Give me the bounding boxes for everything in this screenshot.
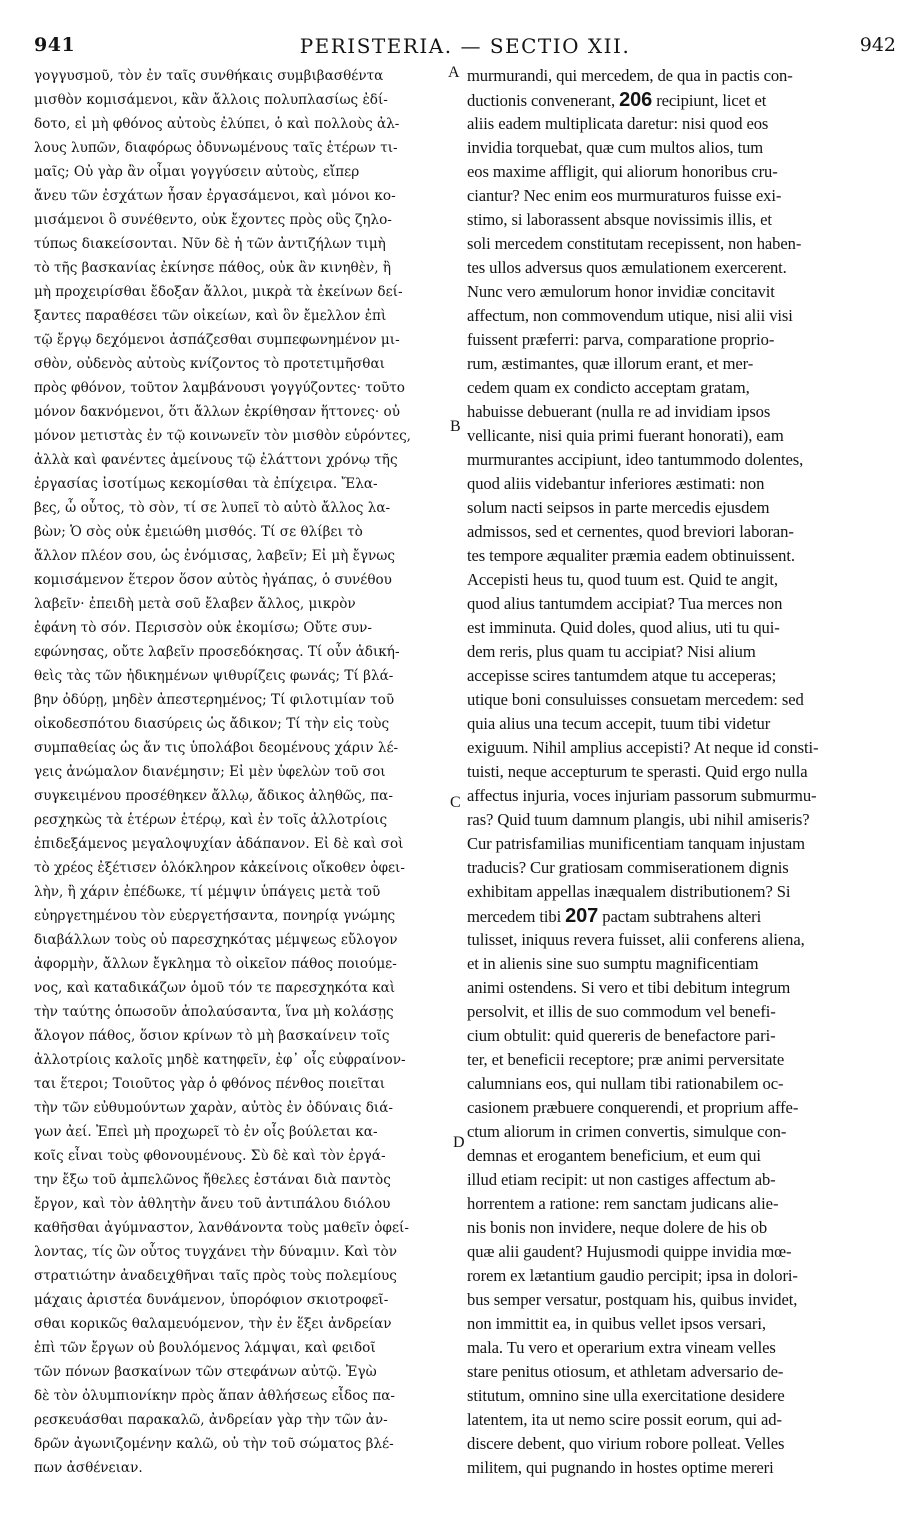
latin-text-line: ciantur? Nec enim eos murmuraturos fuisse exi-	[467, 186, 782, 205]
latin-text-line: persolvit, et illis de suo commodum vel benefi-	[467, 1002, 776, 1021]
greek-text-line: μόνον δακνόμενοι, ὅτι ἄλλων ἐκρίθησαν ἥττονες· οὐ	[34, 404, 400, 420]
latin-text-line: casionem præbuere conquerendi, et proprium affe-	[467, 1098, 799, 1117]
latin-text-line: demnas et erogantem beneficium, et eum qui	[467, 1146, 761, 1165]
latin-text-line: quæ alii gaudent? Hujusmodi quippe invidia mœ-	[467, 1242, 792, 1261]
page-header	[34, 34, 896, 62]
latin-text-line: utique boni consuluisses consuetam mercedem: sed	[467, 690, 804, 709]
latin-text-line: eos maxime affligit, qui aliorum honoribus cru-	[467, 162, 778, 181]
greek-text-line: γογγυσμοῦ, τὸν ἐν ταῖς συνθήκαις συμβιβασθέντα	[34, 68, 384, 84]
greek-text-line: μαῖς; Οὐ γὰρ ἂν οἶμαι γογγύσειν αὐτοὺς, εἴπερ	[34, 164, 360, 180]
latin-text-line: rorem ex lætantium gaudio percipit; ipsa in dolori-	[467, 1266, 798, 1285]
latin-text-line: quod alius tantumdem accipiat? Tua merces non	[467, 594, 783, 613]
latin-text-line: non immittit ea, in quibus vellet ipsos versari,	[467, 1314, 766, 1333]
greek-text-line: λοντας, τίς ὢν οὗτος τυγχάνει τὴν δύναμιν. Καὶ τὸν	[34, 1244, 398, 1260]
latin-text-line: solum nacti seipsos in parte mercedis ejusdem	[467, 498, 770, 517]
greek-text-line: εφώνησας, οὔτε λαβεῖν προσεδόκησας. Τί οὖν ἀδική-	[34, 644, 400, 660]
latin-text-line: Nunc vero æmulorum honor invidiæ concitavit	[467, 282, 775, 301]
latin-text-line: Accepisti heus tu, quod tuum est. Quid te angit,	[467, 570, 778, 589]
greek-text-line: τῷ ἔργῳ δεχόμενοι ἀσπάζεσθαι συμπεφωνημένον μι-	[34, 332, 400, 348]
latin-text-line: vellicante, nisi quia primi fuerant honorati), eam	[467, 426, 784, 445]
greek-text-line: ἀφορμὴν, ἄλλων ἔγκλημα τὸ οἰκεῖον πάθος ποιούμε-	[34, 956, 397, 972]
latin-text-line: ductionis convenerant, 206 recipiunt, licet et	[467, 89, 767, 111]
latin-text-line: traducis? Cur gratiosam commiserationem dignis	[467, 858, 789, 877]
greek-text-line: βες, ὦ οὗτος, τὸ σὸν, τί σε λυπεῖ τὸ αὐτὸ ἄλλος λα-	[34, 500, 391, 516]
greek-text-line: γεις ἀνώμαλον διανέμησιν; Εἰ μὲν ὑφελὼν τοῦ σοι	[34, 764, 386, 780]
running-title: PERISTERIA. — SECTIO XII.	[299, 34, 631, 58]
latin-text-line: illud etiam recipit: ut non castiges affectum ab-	[467, 1170, 776, 1189]
greek-text-line: ἐργασίας ἰσοτίμως κεκομίσθαι τὰ ἐπίχειρα. Ἔλα-	[34, 476, 378, 492]
greek-text-line: καθῆσθαι ἀγύμναστον, λανθάνοντα τοὺς μαθεῖν ὀφεί-	[34, 1220, 409, 1236]
greek-text-line: τὴν ταύτης ὁπωσοῦν ἀπολαύσαντα, ἵνα μὴ κολάσῃς	[34, 1004, 394, 1020]
latin-text-line: militem, qui pugnando in hostes optime mereri	[467, 1458, 774, 1477]
page-number-right: 942	[859, 34, 896, 56]
greek-text-line: πρὸς φθόνον, τοῦτον λαμβάνουσι γογγύζοντες· τοῦτο	[34, 380, 405, 396]
greek-text-line: ἄλλον πλέον σου, ὡς ἐνόμισας, λαβεῖν; Εἰ μὴ ἔγνως	[34, 548, 395, 564]
latin-text-line: quia alius una tecum accepit, tuum tibi videtur	[467, 714, 771, 733]
greek-text-line: ἀλλοτρίοις καλοῖς μηδὲ κατηφεῖν, ἐφ᾽ οἷς εὐφραίνον-	[34, 1052, 406, 1068]
latin-text-line: est imminuta. Quid doles, quod alius, uti tu qui-	[467, 618, 780, 637]
latin-text-line: murmurandi, qui mercedem, de qua in pactis con-	[467, 66, 793, 85]
latin-text-line: nis bonis non invidere, neque dolere de his ob	[467, 1218, 768, 1237]
latin-text-line: Cur patrisfamilias munificentiam tanquam injustam	[467, 834, 805, 853]
latin-text-line: habuisse debuerant (nulla re ad invidiam ipsos	[467, 402, 771, 421]
greek-text-line: τύπως διακείσονται. Νῦν δὲ ἡ τῶν ἀντιζήλων τιμὴ	[34, 236, 386, 252]
latin-text-line: admissos, sed et cernentes, quod breviori laboran-	[467, 522, 794, 541]
greek-text-line: ἐπιδεξάμενος μεγαλοψυχίαν ἀδάπανον. Εἰ δὲ καὶ σοὶ	[34, 836, 404, 852]
latin-text-line: ter, et beneficii receptore; præ animi perversitate	[467, 1050, 785, 1069]
greek-text-line: λους λυπῶν, διαφόρως ὀδυνωμένους ταῖς ἑτέρων τι-	[34, 140, 398, 156]
latin-text-line: stitutum, omnino sine ulla exercitatione desidere	[467, 1386, 785, 1405]
greek-text-line: νος, καὶ καταδικάζων ὁμοῦ τόν τε παρεσχηκότα καὶ	[34, 980, 396, 996]
latin-text-line: rum, æstimantes, quæ illorum erant, et mer-	[467, 354, 754, 373]
latin-text-line: affectum, non commovendum utique, nisi alii visi	[467, 306, 793, 325]
greek-text-line: ἔργον, καὶ τὸν ἀθλητὴν ἄνευ τοῦ ἀντιπάλου διόλου	[34, 1196, 391, 1212]
greek-text-line: γων ἀεί. Ἐπεὶ μὴ προχωρεῖ τὸ ἐν οἷς βούλεται κα-	[34, 1124, 378, 1140]
latin-text-line: soli mercedem constitutam recepissent, non haben-	[467, 234, 802, 253]
greek-text-line: οἰκοδεσπότου διασύρεις ὡς ἄδικον; Τί τὴν εἰς τοὺς	[34, 716, 390, 732]
greek-text-line: εὐηργετημένου τὸν εὐεργετήσαντα, πονηρίᾳ γνώμης	[34, 908, 396, 924]
latin-text-line: exhibitam appellas inæqualem distributionem? Si	[467, 882, 791, 901]
latin-text-line: invidia torquebat, quæ cum multos alios, tum	[467, 138, 764, 157]
greek-text-line: δοτο, εἰ μὴ φθόνος αὐτοὺς ἐλύπει, ὁ καὶ πολλοὺς ἀλ-	[34, 116, 400, 132]
latin-text-line: discere debent, quo virium robore polleat. Velles	[467, 1434, 785, 1453]
greek-text-line: ἄνευ τῶν ἐσχάτων ἦσαν ἐργασάμενοι, καὶ μόνοι κο-	[34, 188, 396, 204]
latin-text-line: mercedem tibi 207 pactam subtrahens alteri	[467, 905, 762, 927]
greek-text-line: λαβεῖν· ἐπειδὴ μετὰ σοῦ ἔλαβεν ἄλλος, μικρὸν	[34, 596, 356, 612]
greek-text-line: ρεσκευάσθαι παρακαλῶ, ἀνδρείαν γὰρ τὴν τῶν ἀν-	[34, 1412, 388, 1428]
greek-text-line: τὸ τῆς βασκανίας ἐκίνησε πάθος, οὐκ ἂν κινηθὲν, ἢ	[34, 260, 392, 276]
latin-text-line: fuissent præferri: parva, comparatione proprio-	[467, 330, 775, 349]
greek-text-line: τῶν πόνων βασκαίνων τῶν στεφάνων αὐτῷ. Ἐγὼ	[34, 1364, 377, 1380]
latin-text-column	[467, 64, 899, 1480]
greek-text-line: λὴν, ἢ χάριν ἐπέδωκε, τί μέμψιν ὑπάγεις μετὰ τοῦ	[34, 884, 381, 900]
latin-text-line: tulisset, iniquus revera fuisset, alii conferens aliena,	[467, 930, 805, 949]
latin-text-line: calumnians eos, qui nullam tibi rationabilem oc-	[467, 1074, 784, 1093]
latin-text-line: aliis eadem multiplicata daretur: nisi quod eos	[467, 114, 769, 133]
greek-text-line: μόνον μετιστὰς ἐν τῷ κοινωνεῖν τὸν μισθὸν εὑρόντες,	[34, 428, 412, 444]
latin-text-line: tes tempore æqualiter præmia eadem obtinuissent.	[467, 546, 795, 565]
margin-marker-a: A	[448, 64, 460, 81]
column-number-marker: 207	[565, 905, 599, 927]
greek-text-line: μάχαις ἀριστέα δυνάμενον, ὑπορόφιον σκιοτροφεῖ-	[34, 1292, 389, 1308]
latin-text-line: animi ostendens. Si vero et tibi debitum integrum	[467, 978, 791, 997]
latin-text-line: stare penitus otiosum, et athletam adversario de-	[467, 1362, 784, 1381]
greek-text-line: μισθὸν κομισάμενοι, κἂν ἄλλοις πολυπλασίως ἐδί-	[34, 92, 388, 108]
margin-marker-c: C	[450, 794, 461, 811]
latin-text-line: horrentem a ratione: rem sanctam judicans alie-	[467, 1194, 779, 1213]
latin-text-line: latentem, ita ut nemo scire possit eorum, qui ad-	[467, 1410, 782, 1429]
latin-text-line: et in alienis sine suo sumptu magnificentiam	[467, 954, 759, 973]
greek-text-line: στρατιώτην ἀναδειχθῆναι ταῖς πρὸς τοὺς πολεμίους	[34, 1268, 397, 1284]
latin-text-line: mala. Tu vero et operarium extra vineam velles	[467, 1338, 776, 1357]
greek-text-column	[34, 64, 446, 1480]
latin-text-line: murmurantes accipiunt, ideo tantummodo dolentes,	[467, 450, 804, 469]
greek-text-line: ἐπὶ τῶν ἔργων οὐ βουλόμενος λάμψαι, καὶ φειδοῖ	[34, 1340, 376, 1356]
greek-text-line: δὲ τὸν ὀλυμπιονίκην πρὸς ἅπαν ἀθλήσεως εἶδος πα-	[34, 1388, 396, 1404]
latin-text-line: affectus injuria, voces injuriam passorum submurmu-	[467, 786, 817, 805]
greek-text-line: πων ἀσθένειαν.	[34, 1460, 143, 1476]
page-number-left: 941	[34, 34, 76, 56]
margin-marker-d: D	[453, 1134, 465, 1151]
latin-text-line: tes ullos adversus quos æmulationem exercerent.	[467, 258, 787, 277]
greek-text-line: τὸ χρέος ἐξέτισεν ὁλόκληρον κἀκείνοις οἴκοθεν ὀφει-	[34, 860, 405, 876]
greek-text-line: συγκειμένου προσέθηκεν ἄλλῳ, ἄδικος ἀληθῶς, πα-	[34, 788, 393, 804]
greek-text-line: σθὸν, οὐδενὸς αὐτοὺς κνίζοντος τὸ προτετιμῆσθαι	[34, 356, 386, 372]
latin-text-line: dem reris, plus quam tu accipiat? Nisi alium	[467, 642, 756, 661]
greek-text-line: συμπαθείας ὡς ἄν τις ὑπολάβοι δεομένους χάριν λέ-	[34, 740, 399, 756]
greek-text-line: τὴν τῶν εὐθυμούντων χαρὰν, αὐτὸς ἐν ὀδύναις διά-	[34, 1100, 394, 1116]
latin-text-line: cium obtulit: quid quereris de benefactore pari-	[467, 1026, 776, 1045]
greek-text-line: βὼν; Ὁ σὸς οὐκ ἐμειώθη μισθός. Τί σε θλίβει τὸ	[34, 524, 363, 540]
greek-text-line: ἀλλὰ καὶ φανέντες ἀμείνους τῷ ἐλάττονι χρόνῳ τῆς	[34, 452, 398, 468]
latin-text-line: ctum aliorum in crimen convertis, simulque con-	[467, 1122, 787, 1141]
margin-marker-b: B	[450, 418, 461, 435]
greek-text-line: διαβάλλων τοὺς οὐ παρεσχηκότας μέμψεως εὔλογον	[34, 932, 398, 948]
greek-text-line: ται ἕτεροι; Τοιοῦτος γὰρ ὁ φθόνος πένθος ποιεῖται	[34, 1076, 386, 1092]
greek-text-line: κοῖς εἶναι τοὺς φθονουμένους. Σὺ δὲ καὶ τὸν ἐργά-	[34, 1148, 386, 1164]
latin-text-line: accepisse scires tantumdem atque tu acceperas;	[467, 666, 777, 685]
greek-text-line: βην ὀδύρῃ, μηδὲν ἀπεστερημένος; Τί φιλοτιμίαν τοῦ	[34, 692, 395, 708]
greek-text-line: μισάμενοι ὃ συνέθεντο, οὐκ ἔχοντες πρὸς οὓς ζηλο-	[34, 212, 392, 228]
latin-text-line: stimo, si laborassent absque novissimis illis, et	[467, 210, 772, 229]
greek-text-line: μὴ προχειρίσθαι ἔδοξαν ἄλλοι, μικρὰ τὰ ἐκείνων δεί-	[34, 284, 403, 300]
column-number-marker: 206	[619, 89, 653, 111]
greek-text-line: θεὶς τὰς τῶν ἠδικημένων ψιθυρίζεις φωνάς; Τί βλά-	[34, 668, 394, 684]
greek-text-line: ξαντες παραθέσει τῶν οἰκείων, καὶ ὃν ἔμελλον ἐπὶ	[34, 308, 387, 324]
greek-text-line: ἄλογον πάθος, ὅσιον κρίνων τὸ μὴ βασκαίνειν τοῖς	[34, 1028, 390, 1044]
greek-text-line: ἐφάνη τὸ σόν. Περισσὸν οὐκ ἐκομίσω; Οὔτε συν-	[34, 620, 373, 636]
latin-text-line: quod aliis videbantur inferiores æstimati: non	[467, 474, 765, 493]
greek-text-line: σθαι κορικῶς θαλαμευόμενον, τὴν ἐν ἕξει ἀνδρείαν	[34, 1316, 392, 1332]
greek-text-line: ρεσχηκὼς τὰ ἑτέρων ἑτέρῳ, καὶ ἐν τοῖς ἀλλοτρίοις	[34, 812, 388, 828]
latin-text-line: ras? Quid tuum damnum plangis, ubi nihil amiseris?	[467, 810, 810, 829]
latin-text-line: exiguum. Nihil amplius accepisti? At neque id consti-	[467, 738, 819, 757]
greek-text-line: δρῶν ἀγωνιζομένην καλῶ, οὐ τὴν τοῦ σώματος βλέ-	[34, 1436, 394, 1452]
greek-text-line: κομισάμενον ἕτερον ὅσον αὐτὸς ἠγάπας, ὁ συνέθου	[34, 572, 392, 588]
latin-text-line: bus semper versatur, postquam his, quibus invidet,	[467, 1290, 798, 1309]
greek-text-line: την ἔξω τοῦ ἀμπελῶνος ἤθελες ἑστάναι διὰ παντὸς	[34, 1172, 391, 1188]
latin-text-line: tuisti, neque accepturum te sperasti. Quid ergo nulla	[467, 762, 808, 781]
latin-text-line: cedem quam ex condicto acceptam gratam,	[467, 378, 750, 397]
